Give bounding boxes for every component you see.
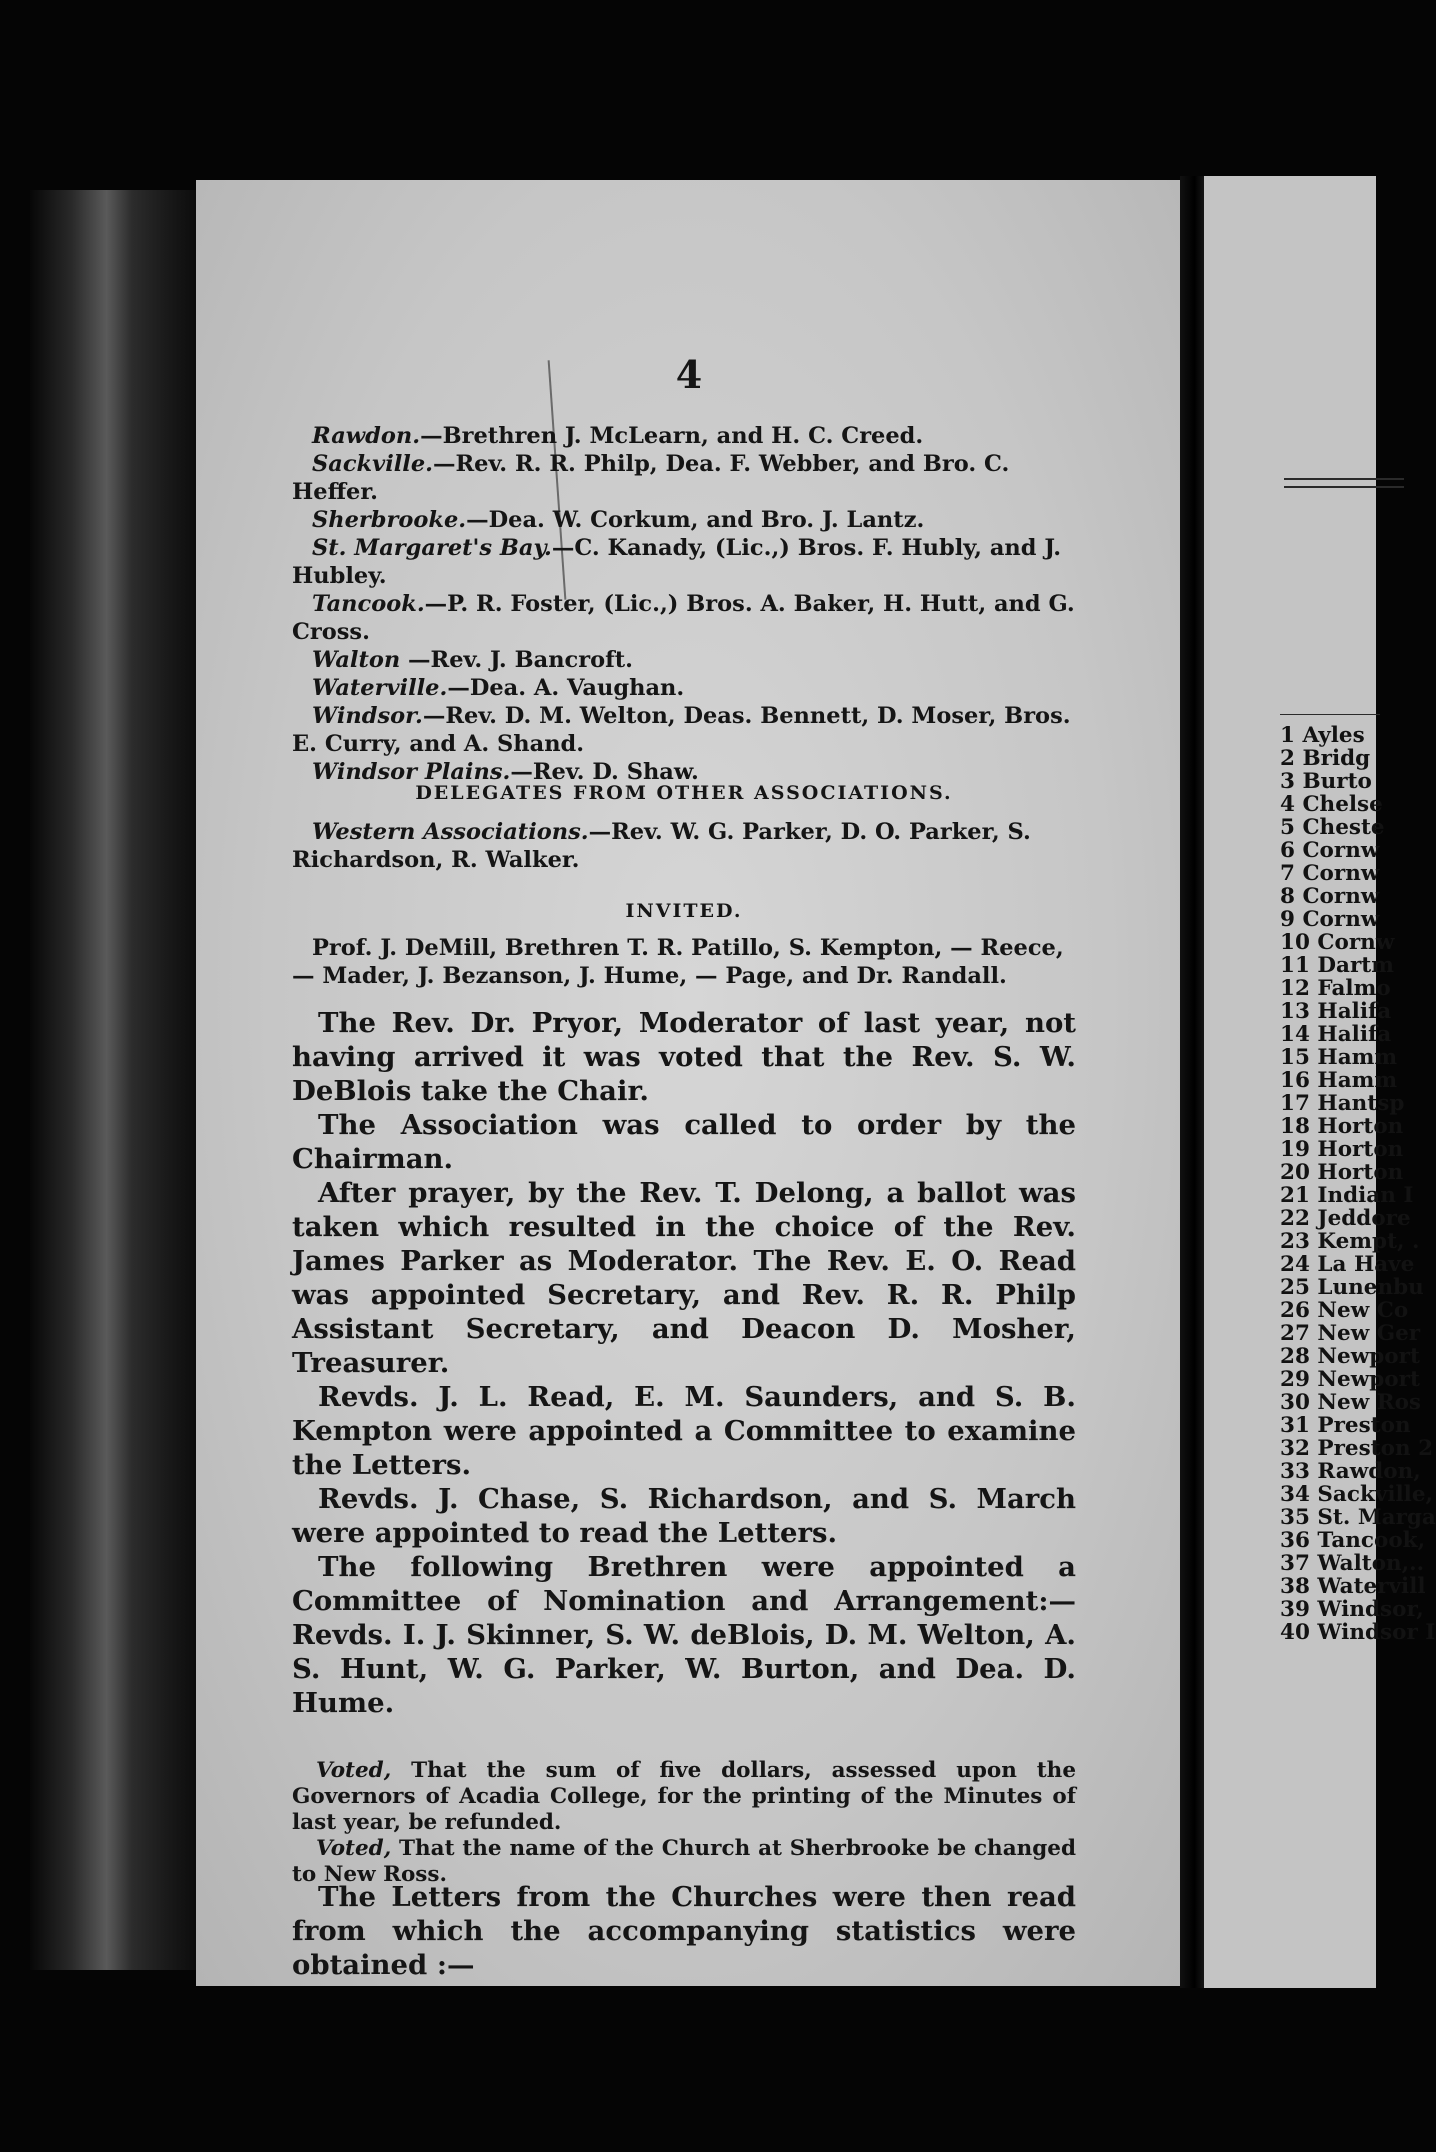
delegate-place: Western Associations. bbox=[312, 819, 589, 845]
list-item: 9 Cornw bbox=[1280, 907, 1380, 932]
voted-word: Voted, bbox=[316, 1836, 392, 1861]
list-item: 22 Jeddore bbox=[1280, 1206, 1411, 1231]
minutes-paragraph: After prayer, by the Rev. T. Delong, a ballot was taken which resulted in the choice of the Rev. James Parker as Moderator. The Rev. E. O. Read was appointed Secretary, and Rev. R. R. Philp Assistant Secretary, and Deacon D. Mosher, Treasurer. bbox=[292, 1177, 1076, 1379]
ruled-line bbox=[1284, 478, 1404, 480]
list-item: 12 Falmo bbox=[1280, 976, 1391, 1001]
section-heading: INVITED. bbox=[625, 900, 743, 922]
list-item: 8 Cornw bbox=[1280, 884, 1380, 909]
list-item: 34 Sackville, bbox=[1280, 1482, 1434, 1507]
minutes-paragraph: The Letters from the Churches were then read from which the accompanying statistics were obtained :— bbox=[292, 1881, 1076, 1981]
other-associations-section bbox=[292, 782, 1076, 874]
delegate-place: St. Margaret's Bay. bbox=[312, 535, 552, 561]
voted-text: That the name of the Church at Sherbrooke be changed to New Ross. bbox=[292, 1836, 1076, 1887]
page-number: 4 bbox=[675, 352, 703, 397]
list-item: 11 Dartm bbox=[1280, 953, 1394, 978]
delegate-entry bbox=[292, 646, 1076, 674]
book-page bbox=[196, 180, 1182, 1986]
closing-text bbox=[292, 1880, 1076, 1982]
delegate-place: Windsor Plains. bbox=[312, 759, 511, 785]
list-item: 18 Horton bbox=[1280, 1114, 1404, 1139]
list-item: 24 La Have bbox=[1280, 1252, 1415, 1277]
list-item: 28 Newport bbox=[1280, 1344, 1420, 1369]
delegate-names: —C. Kanady, (Lic.,) Bros. F. Hubly, and J. Hubley. bbox=[292, 535, 1062, 589]
minutes-paragraph: The following Brethren were appointed a Committee of Nomination and Arrangement:—Revds. I. J. Skinner, S. W. deBlois, D. M. Welton, A. S. Hunt, W. G. Parker, W. Burton, and Dea. D. Hume. bbox=[292, 1551, 1076, 1719]
list-item: 30 New Ros bbox=[1280, 1390, 1422, 1415]
delegate-place: Sackville. bbox=[312, 451, 433, 477]
list-item: 32 Preston 2 bbox=[1280, 1436, 1434, 1461]
voted-resolutions bbox=[292, 1758, 1076, 1888]
delegate-entry bbox=[292, 534, 1076, 590]
list-item: 39 Windsor, bbox=[1280, 1597, 1424, 1622]
delegate-entry bbox=[292, 422, 1076, 450]
voted-word: Voted, bbox=[316, 1758, 392, 1783]
delegate-names: —P. R. Foster, (Lic.,) Bros. A. Baker, H. Hutt, and G. Cross. bbox=[292, 591, 1075, 645]
delegate-names: —Rev. R. R. Philp, Dea. F. Webber, and Bro. C. Heffer. bbox=[292, 451, 1010, 505]
delegate-entry bbox=[292, 702, 1076, 758]
delegate-entry bbox=[292, 590, 1076, 646]
minutes-paragraph: Revds. J. L. Read, E. M. Saunders, and S. B. Kempton were appointed a Committee to examine the Letters. bbox=[292, 1381, 1076, 1481]
list-item: 13 Halifa bbox=[1280, 999, 1392, 1024]
list-item: 3 Burto bbox=[1280, 769, 1372, 794]
delegate-names: —Dea. W. Corkum, and Bro. J. Lantz. bbox=[466, 507, 925, 533]
list-item: 36 Tancook, bbox=[1280, 1528, 1426, 1553]
delegate-names: —Rev. D. Shaw. bbox=[510, 759, 699, 785]
adjacent-page-cropped bbox=[1204, 176, 1436, 1988]
list-item: 10 Cornw bbox=[1280, 930, 1395, 955]
list-item: 26 New Co bbox=[1280, 1298, 1409, 1323]
list-item: 19 Horton bbox=[1280, 1137, 1404, 1162]
list-item: 33 Rawdon, bbox=[1280, 1459, 1421, 1484]
list-item: 38 Watervill bbox=[1280, 1574, 1426, 1599]
delegate-list bbox=[292, 422, 1076, 786]
list-item: 40 Windsor I bbox=[1280, 1620, 1436, 1645]
book-gutter bbox=[1180, 176, 1204, 1988]
ruled-line bbox=[1280, 714, 1380, 715]
delegate-place: Tancook. bbox=[312, 591, 425, 617]
section-heading: DELEGATES FROM OTHER ASSOCIATIONS. bbox=[415, 782, 953, 804]
list-item: 17 Hantsp bbox=[1280, 1091, 1405, 1116]
list-item: 2 Bridg bbox=[1280, 746, 1371, 771]
list-item: 5 Cheste bbox=[1280, 815, 1385, 840]
book-spine-edge bbox=[30, 190, 200, 1970]
list-item: 4 Chelse bbox=[1280, 792, 1383, 817]
delegate-place: Walton bbox=[312, 647, 401, 673]
minutes-paragraph: The Association was called to order by the Chairman. bbox=[292, 1109, 1076, 1175]
minutes-paragraph: Revds. J. Chase, S. Richardson, and S. March were appointed to read the Letters. bbox=[292, 1483, 1076, 1549]
voted-text: That the sum of five dollars, assessed upon the Governors of Acadia College, for the printing of the Minutes of last year, be refunded. bbox=[292, 1758, 1076, 1835]
list-item: 6 Cornw bbox=[1280, 838, 1380, 863]
delegate-place: Waterville. bbox=[312, 675, 448, 701]
delegate-names: —Rev. J. Bancroft. bbox=[400, 647, 634, 673]
list-item: 25 Lunenbu bbox=[1280, 1275, 1424, 1300]
invited-section bbox=[292, 900, 1076, 990]
delegate-names: —Brethren J. McLearn, and H. C. Creed. bbox=[420, 423, 924, 449]
delegate-entry bbox=[292, 674, 1076, 702]
list-item: 37 Walton,.. bbox=[1280, 1551, 1425, 1576]
list-item: 20 Horton bbox=[1280, 1160, 1404, 1185]
list-item: 23 Kempt, . bbox=[1280, 1229, 1420, 1254]
list-item: 7 Cornw bbox=[1280, 861, 1380, 886]
delegate-names: —Rev. W. G. Parker, D. O. Parker, S. Richardson, R. Walker. bbox=[292, 819, 1031, 873]
list-item: 16 Hamm bbox=[1280, 1068, 1398, 1093]
delegate-entry bbox=[292, 506, 1076, 534]
delegate-place: Rawdon. bbox=[312, 423, 421, 449]
church-list bbox=[1280, 724, 1436, 1644]
delegate-entry bbox=[292, 450, 1076, 506]
list-item: 31 Preston bbox=[1280, 1413, 1411, 1438]
list-item: 1 Ayles bbox=[1280, 723, 1365, 748]
voted-entry bbox=[292, 1758, 1076, 1836]
delegate-names: —Rev. D. M. Welton, Deas. Bennett, D. Moser, Bros. E. Curry, and A. Shand. bbox=[292, 703, 1071, 757]
list-item: 14 Halifa bbox=[1280, 1022, 1392, 1047]
invited-names: Prof. J. DeMill, Brethren T. R. Patillo, S. Kempton, — Reece, — Mader, J. Bezanson, J. Hume, — Page, and Dr. Randall. bbox=[292, 935, 1064, 989]
list-item: 21 Indian I bbox=[1280, 1183, 1414, 1208]
list-item: 29 Newport bbox=[1280, 1367, 1420, 1392]
delegate-place: Windsor. bbox=[312, 703, 423, 729]
list-item: 35 St. Marga bbox=[1280, 1505, 1436, 1530]
delegate-place: Sherbrooke. bbox=[312, 507, 467, 533]
list-item: 27 New Ger bbox=[1280, 1321, 1421, 1346]
delegate-entry bbox=[292, 818, 1076, 874]
minutes-body bbox=[292, 1006, 1076, 1720]
list-item: 15 Hamm bbox=[1280, 1045, 1398, 1070]
ruled-line bbox=[1284, 486, 1404, 488]
minutes-paragraph: The Rev. Dr. Pryor, Moderator of last year, not having arrived it was voted that the Rev. S. W. DeBlois take the Chair. bbox=[292, 1007, 1076, 1107]
delegate-names: —Dea. A. Vaughan. bbox=[447, 675, 685, 701]
